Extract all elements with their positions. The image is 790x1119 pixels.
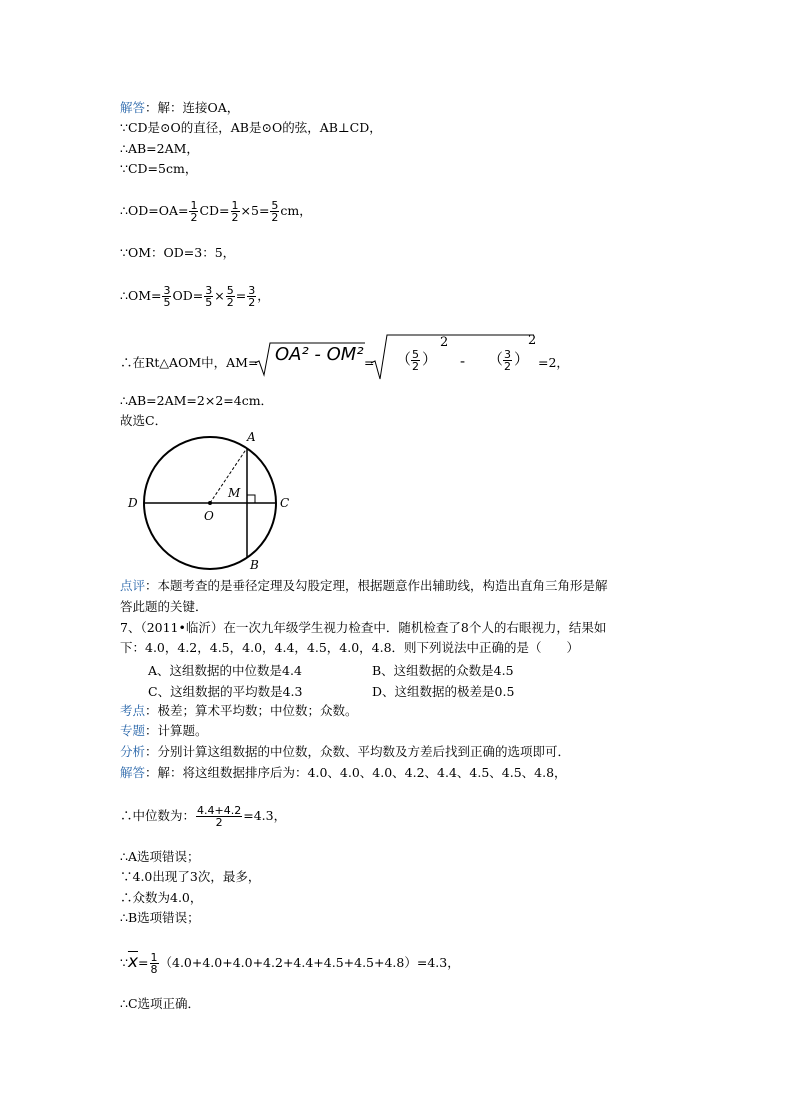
answer-line-2: ∵CD是⊙O的直径，AB是⊙O的弦，AB⊥CD， — [120, 120, 382, 135]
median-fraction: $\frac{4.4+4.2}{2}$ — [197, 804, 242, 829]
appear-count: ∵4.0出现了3次，最多， — [120, 869, 261, 884]
topic: 专题：计算题。 — [120, 723, 208, 738]
answer-line-4: ∵CD=5cm， — [120, 161, 198, 176]
ab-result: ∴AB=2AM=2×2=4cm． — [120, 393, 274, 408]
option-c: C、这组数据的平均数是4.3 — [148, 684, 303, 699]
q7-stem-2: 下：4.0，4.2，4.5，4.0，4.4，4.5，4.0，4.8．则下列说法中正确的是（ ） — [120, 640, 580, 655]
circle-diagram — [120, 425, 310, 575]
option-d: D、这组数据的极差是0.5 — [372, 684, 515, 699]
mean-symbol: $\overline{x}$ — [127, 952, 139, 972]
label-d: D — [128, 496, 138, 510]
label-a: A — [247, 430, 256, 444]
b-wrong: ∴B选项错误； — [120, 910, 200, 925]
comment-line-2: 答此题的关键． — [120, 599, 208, 614]
comment-label: 点评 — [120, 578, 146, 593]
fraction-half-2: $\frac{1}{2}$ — [231, 199, 239, 224]
a-wrong: ∴A选项错误； — [120, 849, 200, 864]
analysis: 分析：分别计算这组数据的中位数，众数、平均数及方差后找到正确的选项即可． — [120, 744, 571, 759]
c-right: ∴C选项正确． — [120, 996, 201, 1011]
answer-line-3: ∴AB=2AM， — [120, 141, 199, 156]
fraction-five-halves-2: $\frac{5}{2}$ — [226, 284, 234, 309]
label-o: O — [204, 509, 214, 523]
label-c: C — [280, 496, 290, 510]
fraction-half: $\frac{1}{2}$ — [190, 199, 198, 224]
label-m: M — [228, 486, 241, 500]
om-formula: ∴OM= $\frac{3}{5}$ OD= $\frac{3}{5}$ × $\frac{5}{2}$ = $\frac{3}{2}$ ， — [120, 284, 270, 309]
knowledge-point: 考点：极差；算术平均数；中位数；众数。 — [120, 703, 358, 718]
sqrt-fraction-three-halves: $\frac{3}{2}$ — [504, 348, 511, 373]
center-point — [208, 501, 212, 505]
choose-c: 故选C． — [120, 413, 168, 428]
om-od-ratio: ∵OM：OD=3：5， — [120, 245, 236, 260]
label-b: B — [250, 558, 259, 572]
comment-line-1: 点评：本题考查的是垂径定理及勾股定理，根据题意作出辅助线，构造出直角三角形是解 — [120, 578, 608, 593]
fraction-three-halves: $\frac{3}{2}$ — [248, 284, 256, 309]
median-formula: ∴中位数为： $\frac{4.4+4.2}{2}$ =4.3， — [120, 804, 287, 829]
mean-fraction: $\frac{1}{8}$ — [150, 951, 158, 976]
sqrt-fraction-five-halves: $\frac{5}{2}$ — [412, 348, 419, 373]
fraction-three-fifths-2: $\frac{3}{5}$ — [205, 284, 213, 309]
fraction-three-fifths: $\frac{3}{5}$ — [163, 284, 171, 309]
fraction-five-halves: $\frac{5}{2}$ — [271, 199, 279, 224]
answer-label: 解答 — [120, 100, 146, 115]
q7-stem-1: 7、（2011•临沂）在一次九年级学生视力检查中．随机检查了8个人的右眼视力，结果如 — [120, 620, 607, 635]
od-formula: ∴OD=OA= $\frac{1}{2}$ CD= $\frac{1}{2}$ ×5= $\frac{5}{2}$ cm， — [120, 199, 312, 224]
q7-answer: 解答：解：将这组数据排序后为：4.0、4.0、4.0、4.2、4.4、4.5、4.5、4.8， — [120, 765, 567, 780]
mean-formula: $\because\overline{x}=$ $\frac{1}{8}$ （4.0+4.0+4.0+4.2+4.4+4.5+4.5+4.8）=4.3， — [120, 951, 460, 976]
right-angle-mark — [247, 495, 255, 503]
option-b: B、这组数据的众数是4.5 — [372, 663, 514, 678]
option-a: A、这组数据的中位数是4.4 — [148, 663, 302, 678]
answer-line-1: 解答：解：连接OA， — [120, 100, 240, 115]
mode: ∴众数为4.0， — [120, 890, 203, 905]
